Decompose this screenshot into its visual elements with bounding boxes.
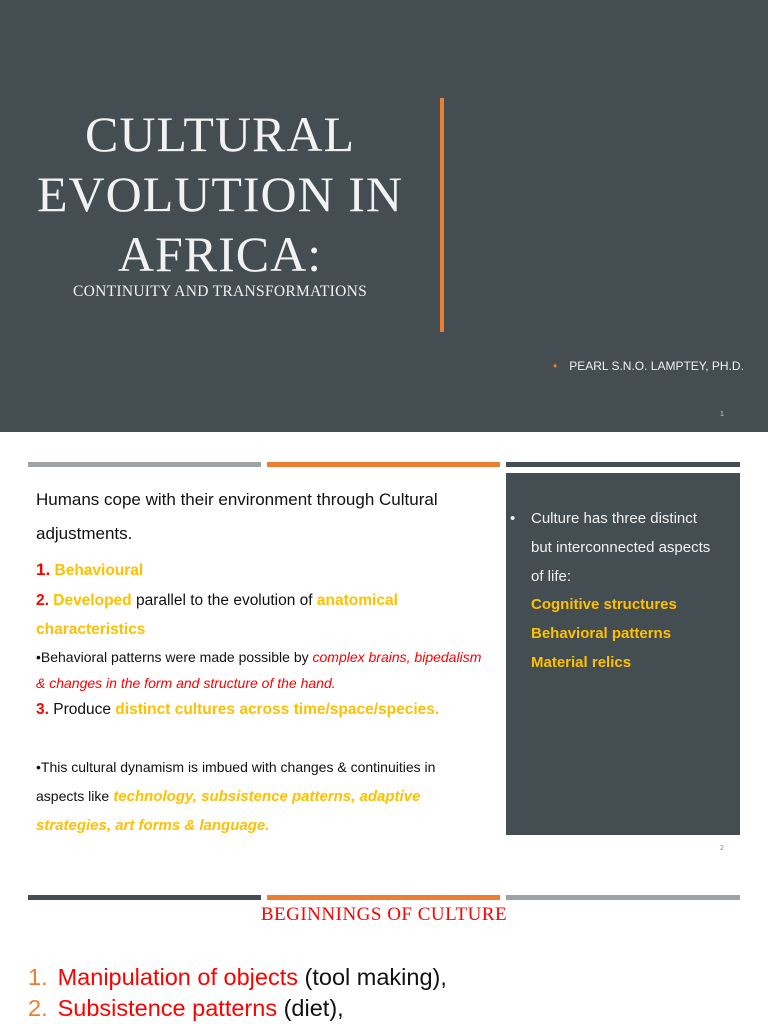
item-2: [36, 592, 398, 610]
accent-divider: [440, 98, 444, 332]
author-line: [553, 359, 744, 373]
title-line-1: CULTURAL: [84, 106, 356, 162]
item-2-cont: [36, 621, 145, 639]
note-2-prefix: aspects like: [36, 788, 110, 804]
top-bar-orange: [267, 462, 500, 467]
list-item-number: 1.: [28, 964, 48, 990]
list-item: [28, 964, 447, 991]
box-line-2: but interconnected aspects: [531, 539, 711, 556]
list-item-highlight: Manipulation of objects: [57, 964, 298, 990]
note-1-highlight-2: & changes in the form and structure of the hand.: [36, 675, 336, 691]
aspect-cognitive: Cognitive structures: [531, 596, 677, 613]
box-line-1: Culture has three distinct: [531, 510, 697, 527]
item-2-number: 2.: [36, 592, 49, 609]
item-1: [36, 560, 143, 580]
note-1-prefix: •Behavioral patterns were made possible by: [36, 649, 309, 665]
author-name: PEARL S.N.O. LAMPTEY, PH.D.: [569, 359, 744, 373]
title-line-3: AFRICA:: [117, 226, 323, 282]
note-1-cont: [36, 675, 336, 691]
item-2-end-1: anatomical: [316, 592, 398, 609]
note-1-highlight-1: complex brains, bipedalism: [312, 649, 482, 665]
page-number: 2: [720, 845, 724, 852]
item-2-mid: parallel to the evolution of: [135, 592, 313, 609]
note-2-highlight-1: technology, subsistence patterns, adaptive: [113, 788, 421, 805]
aspect-material: Material relics: [531, 654, 632, 671]
top-bar-gray: [28, 462, 261, 467]
list-item-number: 2.: [28, 995, 48, 1021]
aspect-behavioral: Behavioral patterns: [531, 625, 672, 642]
list-item-rest: (diet),: [283, 995, 344, 1021]
top-bar-orange: [267, 895, 500, 900]
aspects-panel: [506, 473, 740, 835]
intro-line-1: Humans cope with their environment through Cultural: [36, 490, 438, 509]
box-line-3: of life:: [531, 568, 572, 585]
item-1-number: 1.: [36, 560, 51, 579]
slide-1-title: [0, 0, 768, 432]
list-item-highlight: Subsistence patterns: [57, 995, 278, 1021]
list-item: [28, 995, 344, 1022]
note-2-line-2: [36, 788, 420, 805]
bullet-icon: •: [553, 359, 558, 373]
title-line-2: EVOLUTION IN: [36, 166, 404, 222]
item-2-end-2: characteristics: [36, 621, 146, 638]
item-3-highlight: distinct cultures across time/space/species.: [115, 701, 440, 718]
top-bar-dark: [506, 462, 740, 467]
note-2-line-1: •This cultural dynamism is imbued with changes & continuities in: [36, 759, 436, 775]
page-number: 1: [720, 411, 724, 418]
list-item-rest: (tool making),: [304, 964, 447, 990]
top-bar-gray: [506, 895, 740, 900]
item-3-text: Produce: [53, 701, 111, 718]
item-2-highlight: Developed: [53, 592, 132, 609]
top-bar-dark: [28, 895, 261, 900]
slide-3-title: BEGINNINGS OF CULTURE: [260, 904, 508, 925]
intro-line-2: adjustments.: [36, 524, 133, 543]
item-3: [36, 701, 439, 719]
item-3-number: 3.: [36, 701, 49, 718]
slide-1-subtitle: CONTINUITY AND TRANSFORMATIONS: [72, 283, 368, 300]
note-2-highlight-2: strategies, art forms & language.: [36, 817, 270, 834]
bullet-icon: •: [510, 510, 516, 527]
slide-1-heading: [0, 104, 440, 284]
note-2-line-3: [36, 817, 269, 834]
item-1-text: Behavioural: [54, 562, 144, 579]
note-1: [36, 649, 481, 665]
